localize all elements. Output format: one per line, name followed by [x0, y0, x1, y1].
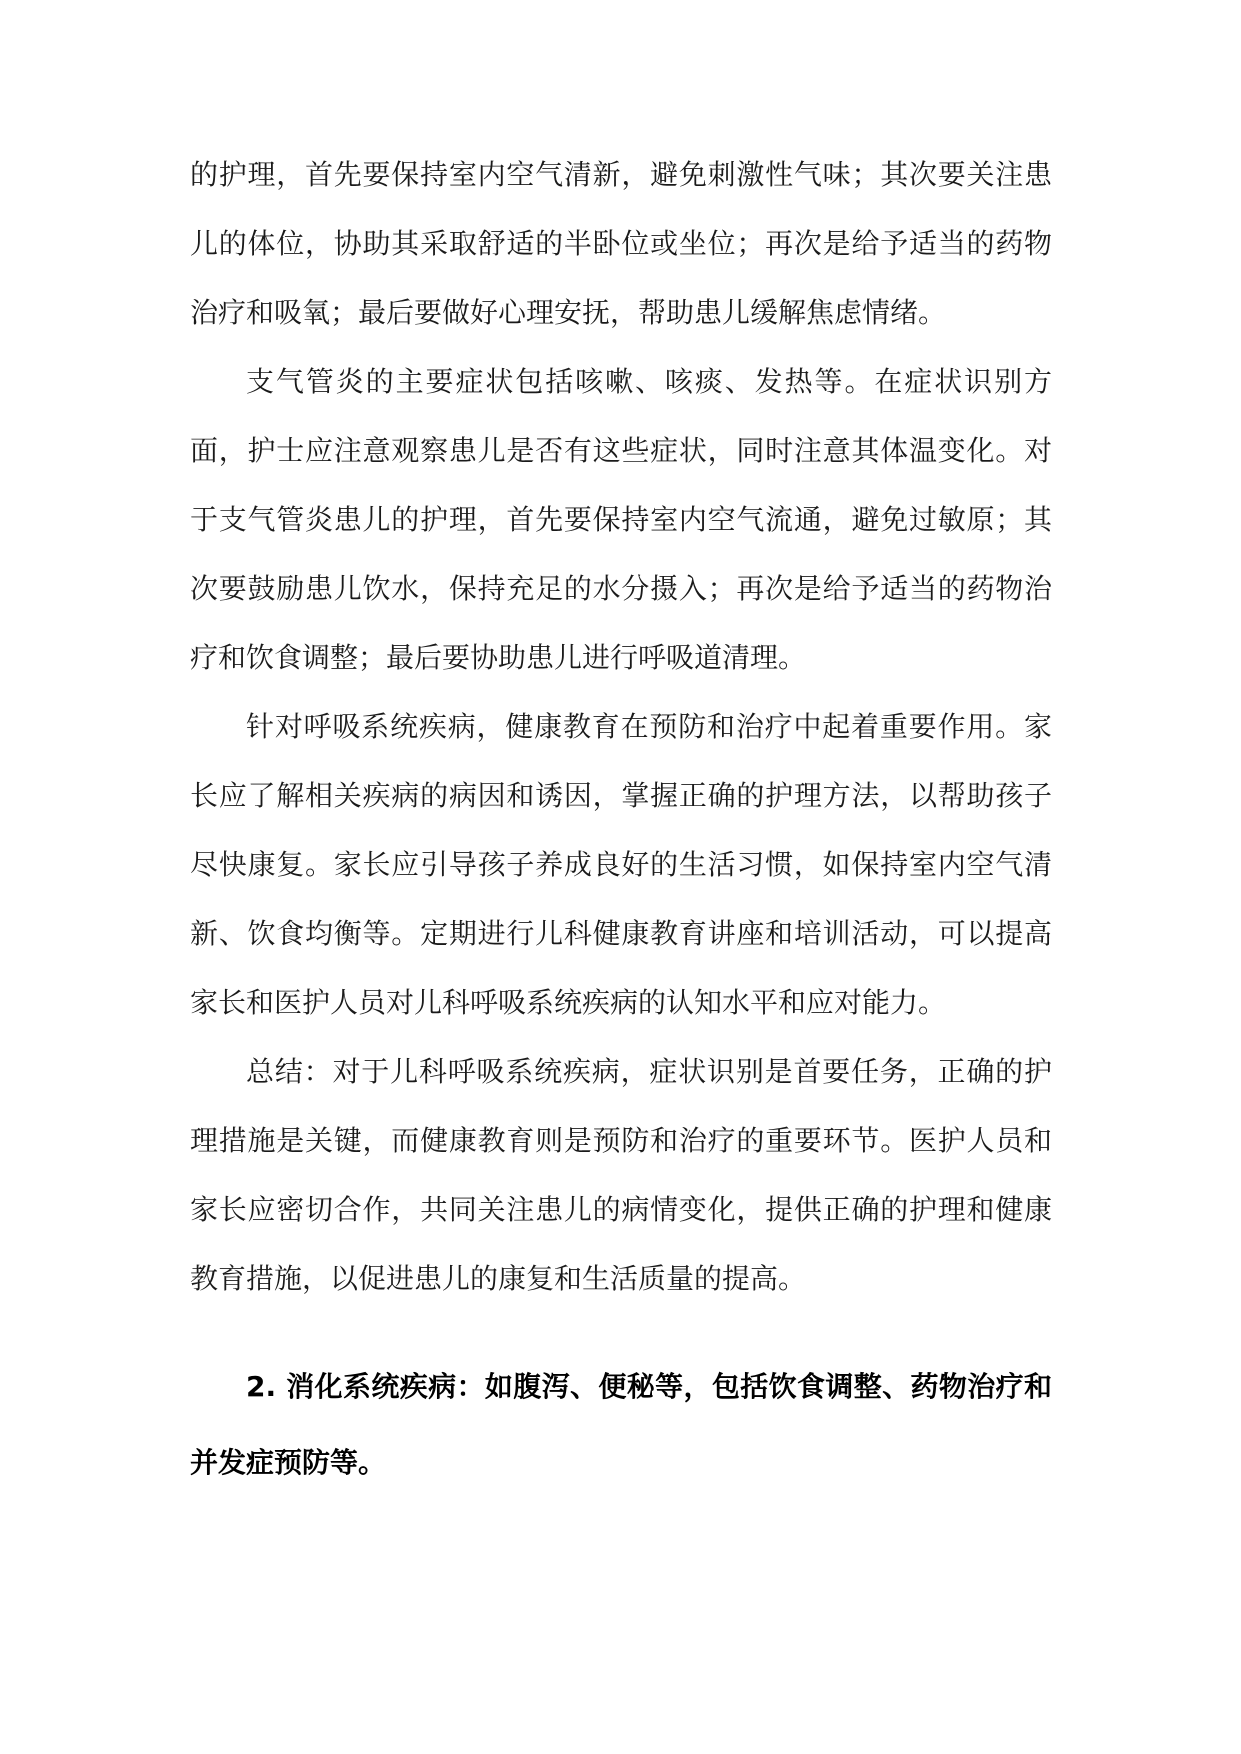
paragraph-health-education: 针对呼吸系统疾病，健康教育在预防和治疗中起着重要作用。家长应了解相关疾病的病因和诱因，掌握正确的护理方法，以帮助孩子尽快康复。家长应引导孩子养成良好的生活习惯，如保持室内空气清新、饮食均衡等。定期进行儿科健康教育讲座和培训活动，可以提高家长和医护人员对儿科呼吸系统疾病的认知水平和应对能力。: [190, 710, 1052, 1019]
paragraph-pneumonia-care-continued: 的护理，首先要保持室内空气清新，避免刺激性气味；其次要关注患儿的体位，协助其采取舒适的半卧位或坐位；再次是给予适当的药物治疗和吸氧；最后要做好心理安抚，帮助患儿缓解焦虑情绪。: [190, 158, 1052, 329]
document-body: [190, 140, 1052, 1501]
paragraph-bronchitis: 支气管炎的主要症状包括咳嗽、咳痰、发热等。在症状识别方面，护士应注意观察患儿是否有这些症状，同时注意其体温变化。对于支气管炎患儿的护理，首先要保持室内空气流通，避免过敏原；其次要鼓励患儿饮水，保持充足的水分摄入；再次是给予适当的药物治疗和饮食调整；最后要协助患儿进行呼吸道清理。: [190, 365, 1052, 674]
section-heading-digestive-diseases: 2. 消化系统疾病：如腹泻、便秘等，包括饮食调整、药物治疗和并发症预防等。: [190, 1370, 1052, 1479]
paragraph-summary: 总结：对于儿科呼吸系统疾病，症状识别是首要任务，正确的护理措施是关键，而健康教育则是预防和治疗的重要环节。医护人员和家长应密切合作，共同关注患儿的病情变化，提供正确的护理和健康教育措施，以促进患儿的康复和生活质量的提高。: [190, 1055, 1052, 1295]
